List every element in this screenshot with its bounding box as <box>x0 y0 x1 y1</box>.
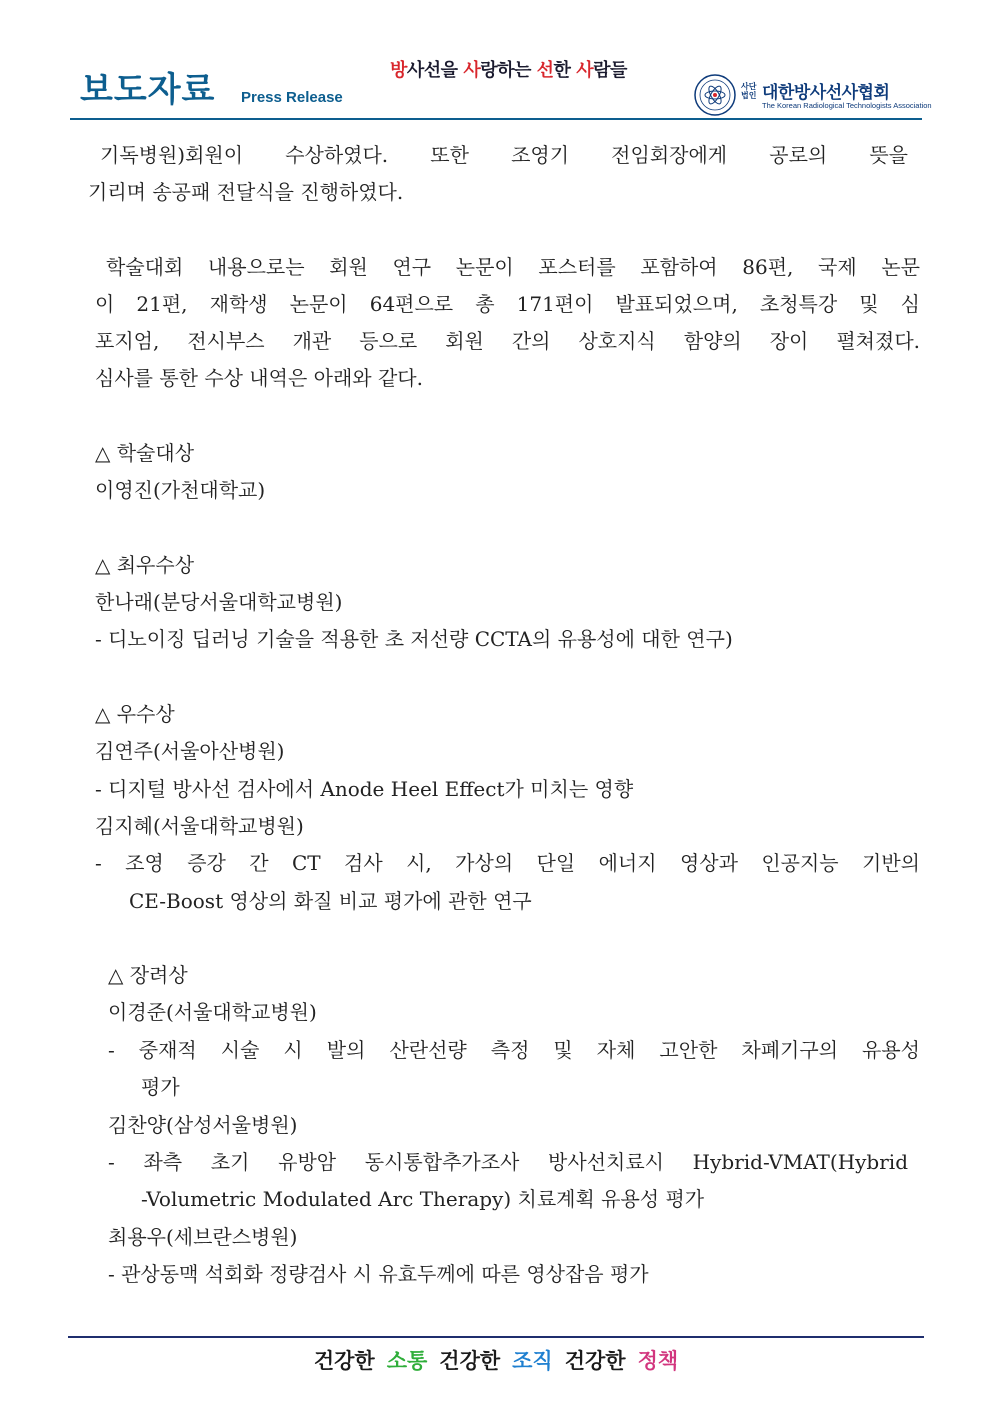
paper-title: - 디지털 방사선 검사에서 Anode Heel Effect가 미치는 영향 <box>95 777 634 801</box>
slogan: 방사선을 사랑하는 선한 사람들 <box>390 60 627 81</box>
paper-title: - 조영 증강 간 CT 검사 시, 가상의 단일 에너지 영상과 인공지능 기반의 <box>95 851 920 875</box>
awardee: 이영진(가천대학교) <box>95 478 266 502</box>
association-logo-icon <box>694 74 736 116</box>
paper-title-continued: 평가 <box>141 1075 180 1099</box>
organization-english-name: The Korean Radiological Technologists Association <box>762 101 932 110</box>
paragraph-line: 이 21편, 재학생 논문이 64편으로 총 171편이 발표되었으며, 초청특강 및 심 <box>95 292 920 316</box>
awardee: 최용우(세브란스병원) <box>108 1225 298 1249</box>
footer-divider <box>68 1336 924 1338</box>
section-heading-top-prize: △ 최우수상 <box>95 553 195 577</box>
paper-title: - 중재적 시술 시 발의 산란선량 측정 및 자체 고안한 차폐기구의 유용성 <box>108 1038 920 1062</box>
paragraph-line: 기리며 송공패 전달식을 진행하였다. <box>88 180 404 204</box>
footer-slogan: 건강한 소통 건강한 조직 건강한 정책 <box>313 1349 679 1373</box>
section-heading-grand-prize: △ 학술대상 <box>95 441 195 465</box>
awardee: 김연주(서울아산병원) <box>95 739 285 763</box>
section-heading-excellence-prize: △ 우수상 <box>95 702 175 726</box>
paper-title-continued: CE-Boost 영상의 화질 비교 평가에 관한 연구 <box>129 889 532 913</box>
header-divider <box>70 118 922 120</box>
paragraph-line: 포지엄, 전시부스 개관 등으로 회원 간의 상호지식 함양의 장이 펼쳐졌다. <box>95 329 920 353</box>
press-release-subtitle: Press Release <box>241 89 343 106</box>
awardee: 한나래(분당서울대학교병원) <box>95 590 343 614</box>
awardee: 김지혜(서울대학교병원) <box>95 814 304 838</box>
organization-name: 대한방사선사협회 <box>762 83 890 103</box>
section-heading-encouragement-prize: △ 장려상 <box>108 963 188 987</box>
awardee: 이경준(서울대학교병원) <box>108 1000 317 1024</box>
paper-title: - 관상동맥 석회화 정량검사 시 유효두께에 따른 영상잡음 평가 <box>108 1262 649 1286</box>
paper-title-continued: -Volumetric Modulated Arc Therapy) 치료계획 유용성 평가 <box>141 1187 705 1211</box>
paragraph-line: 학술대회 내용으로는 회원 연구 논문이 포스터를 포함하여 86편, 국제 논문 <box>106 255 920 279</box>
paper-title: - 좌측 초기 유방암 동시통합추가조사 방사선치료시 Hybrid-VMAT(Hybrid <box>108 1150 908 1174</box>
org-prefix: 사단법인 <box>741 82 757 100</box>
awardee: 김찬양(삼성서울병원) <box>108 1113 298 1137</box>
paragraph-line: 기독병원)회원이 수상하였다. 또한 조영기 전임회장에게 공로의 뜻을 <box>100 143 908 167</box>
paper-title: - 디노이징 딥러닝 기술을 적용한 초 저선량 CCTA의 유용성에 대한 연구) <box>95 627 733 651</box>
press-release-title: 보도자료 <box>80 70 216 110</box>
paragraph-line: 심사를 통한 수상 내역은 아래와 같다. <box>95 366 423 390</box>
